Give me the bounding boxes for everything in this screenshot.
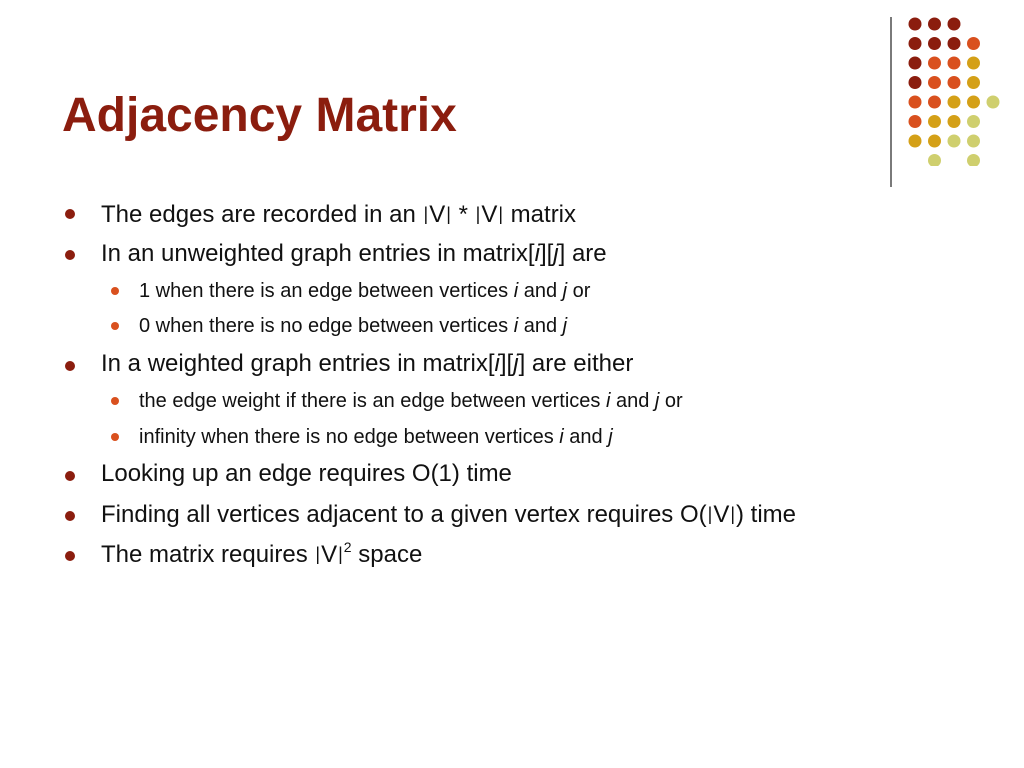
abs-bar: | <box>338 544 343 564</box>
text-run: and <box>518 280 563 302</box>
bullet-dot <box>65 209 75 219</box>
var-i: i <box>513 280 519 302</box>
text-run: The edges are recorded in an <box>101 201 423 228</box>
var-j: j <box>608 426 613 448</box>
text-run: infinity when there is no edge between vertices <box>139 426 560 448</box>
sub-bullet-edge-weight <box>139 388 683 414</box>
bullet-find-adjacent <box>101 499 796 530</box>
text-run: V <box>713 501 730 528</box>
bullet-weighted-graph <box>101 349 633 379</box>
sub-bullet-one-when-edge <box>139 278 590 304</box>
text-run: V <box>481 201 498 228</box>
text-run: and <box>610 390 655 412</box>
text-run: Finding all vertices adjacent to a given vertex requires O( <box>101 501 707 528</box>
text-run: 0 when there is no edge between vertices <box>139 315 514 337</box>
var-j: j <box>562 280 568 302</box>
var-i: i <box>605 390 611 412</box>
sub-bullet-dot <box>111 287 119 295</box>
text-run: * <box>451 201 475 228</box>
text-run: V <box>429 201 446 228</box>
text-run: ) time <box>736 501 797 528</box>
bullet-dot <box>65 551 75 561</box>
sub-bullet-dot <box>111 322 119 330</box>
var-j: j <box>562 315 568 337</box>
text-run: ] are <box>558 240 607 267</box>
var-j: j <box>654 390 660 412</box>
bullet-dot <box>65 361 75 371</box>
sub-bullet-dot <box>111 433 119 441</box>
text-run: or <box>567 280 591 302</box>
bullet-dot <box>65 511 75 521</box>
text-run: ][ <box>499 350 514 377</box>
var-j: j <box>553 240 559 267</box>
abs-bar: | <box>446 204 451 224</box>
bullet-dot <box>65 471 75 481</box>
text-run: and <box>518 315 563 337</box>
var-i: i <box>534 240 540 267</box>
sub-bullet-infinity <box>139 424 613 450</box>
text-run: and <box>563 426 609 448</box>
bullet-edges-recorded <box>101 199 576 230</box>
var-j: j <box>513 350 519 377</box>
text-run: 1 when there is an edge between vertices <box>139 280 514 302</box>
text-run: matrix <box>504 201 577 228</box>
text-run: The matrix requires <box>101 541 315 568</box>
text-run: In an unweighted graph entries in matrix[ <box>101 240 535 267</box>
superscript: 2 <box>343 539 352 555</box>
var-i: i <box>559 426 564 448</box>
slide-title: Adjacency Matrix <box>62 89 457 142</box>
text-run: ] are either <box>518 350 634 377</box>
sub-bullet-zero-when-no-edge <box>139 313 567 339</box>
abs-bar: | <box>707 504 713 524</box>
text-run: V <box>321 541 338 568</box>
abs-bar: | <box>423 204 429 224</box>
text-run: In a weighted graph entries in matrix[ <box>101 350 495 377</box>
abs-bar: | <box>730 504 736 524</box>
text-run: Looking up an edge requires O(1) time <box>101 460 512 487</box>
abs-bar: | <box>315 544 321 564</box>
bullet-dot <box>65 250 75 260</box>
var-i: i <box>513 315 519 337</box>
text-run: or <box>659 390 683 412</box>
bullet-matrix-space <box>101 539 422 570</box>
bullet-unweighted-graph <box>101 239 607 269</box>
text-run: the edge weight if there is an edge between vertices <box>139 390 606 412</box>
abs-bar: | <box>475 204 481 224</box>
abs-bar: | <box>498 204 504 224</box>
text-run: ][ <box>539 240 554 267</box>
text-run: space <box>351 541 423 568</box>
sub-bullet-dot <box>111 397 119 405</box>
bullet-lookup-edge <box>101 459 512 489</box>
var-i: i <box>494 350 500 377</box>
